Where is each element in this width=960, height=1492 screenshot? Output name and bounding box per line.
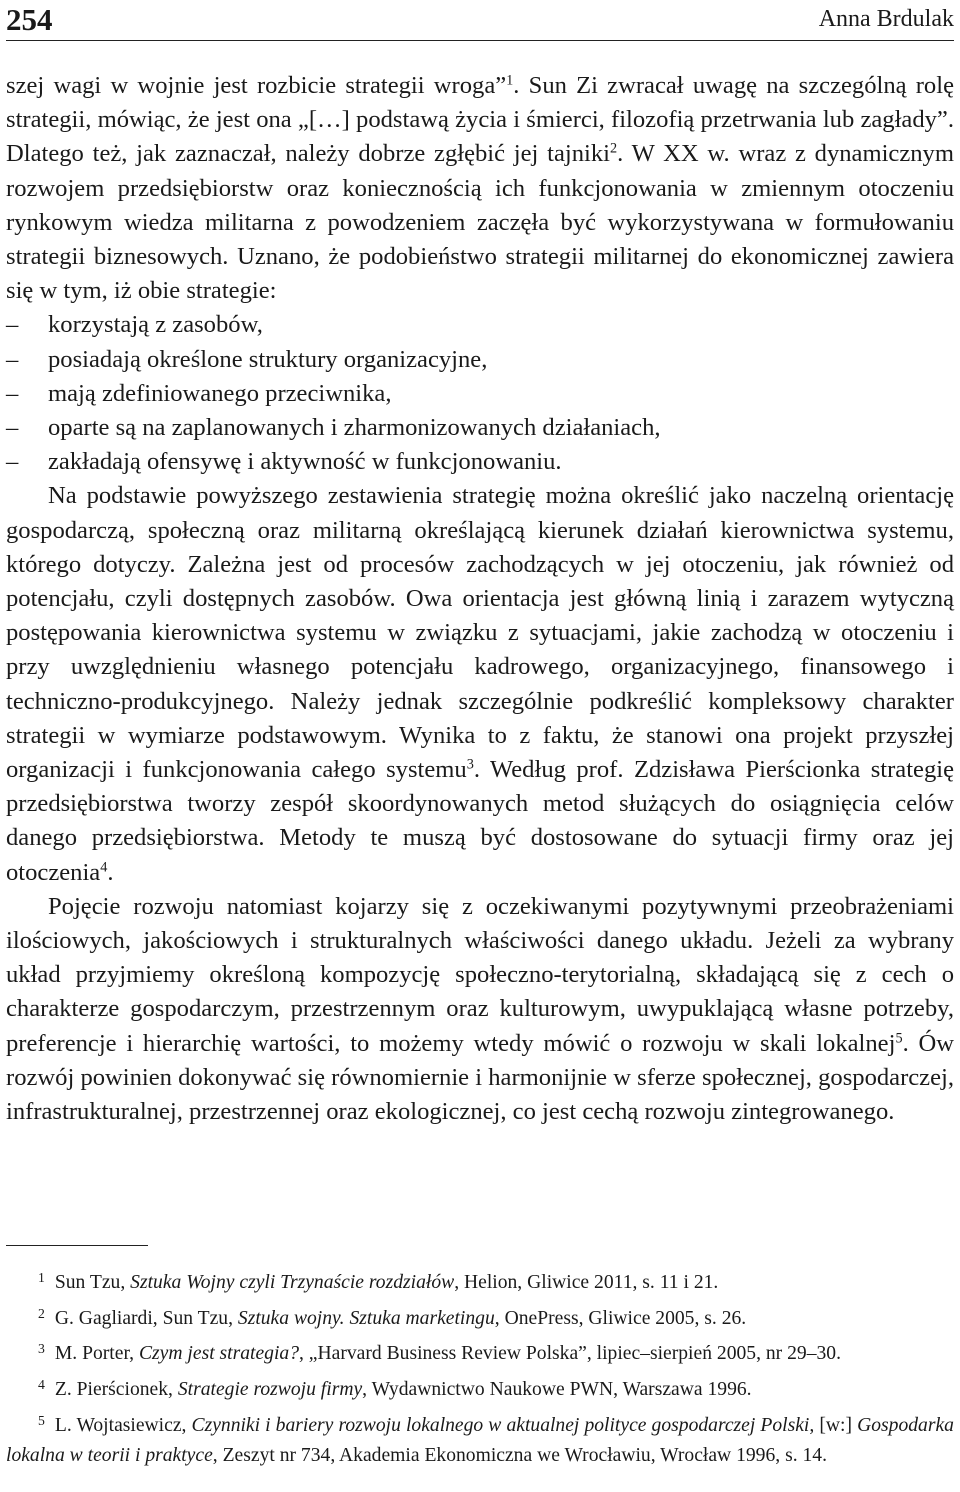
footnote-title: Gospodarka lokalna w teorii i praktyce (6, 1414, 954, 1467)
footnote-title: Czym jest strategia? (138, 1343, 299, 1365)
paragraph-2-text-c: . (107, 858, 114, 886)
paragraph-1-text-a: szej wagi w wojnie jest rozbicie strategii wroga” (6, 72, 507, 99)
footnote-number: 2 (38, 1305, 45, 1321)
footnote-title: Sztuka Wojny czyli Trzynaście rozdziałów (130, 1272, 455, 1294)
footnote-text: , Wydawnictwo Naukowe PWN, Warszawa 1996. (362, 1379, 752, 1401)
footnote-4 (6, 1370, 954, 1406)
dash-bullet: – (6, 414, 19, 442)
footnote-text: , Zeszyt nr 734, Akademia Ekonomiczna we Wrocławiu, Wrocław 1996, s. 14. (212, 1445, 827, 1467)
paragraph-3 (6, 890, 954, 1129)
list-item-text: mają zdefiniowanego przeciwnika, (48, 379, 392, 407)
footnote-2 (6, 1299, 954, 1335)
main-text (6, 69, 954, 1129)
paragraph-3-text-b: . Ów rozwój powinien dokonywać się równomiernie i harmonijnie w sferze społecznej, gospodarczej, infrastrukturalnej, przestrzennej oraz ekologicznej, co jest cechą rozwoju zintegrowanego. (6, 1029, 954, 1126)
footnote-5 (6, 1406, 954, 1472)
footnote-title: Strategie rozwoju firmy (177, 1379, 363, 1401)
footnote-number: 3 (38, 1341, 45, 1357)
footnotes (6, 1263, 954, 1472)
footnote-title: Sztuka wojny. Sztuka marketingu (237, 1307, 495, 1329)
footnote-text: Z. Pierścionek, (54, 1379, 178, 1401)
dash-bullet: – (6, 345, 19, 373)
running-head-author: Anna Brdulak (818, 6, 954, 32)
footnote-ref-4[interactable]: 4 (100, 859, 108, 876)
footnote-number: 4 (38, 1377, 45, 1393)
footnote-text: [w:] (814, 1414, 858, 1436)
paragraph-2-text-b: . Według prof. Zdzisława Pierścionka strategię przedsiębiorstwa tworzy zespół skoordynowanych metod służących do osiągnięcia celów danego przedsiębiorstwa. Metody te muszą być dostosowane do sytuacji firmy oraz jej otoczenia (6, 756, 955, 886)
footnote-text: Sun Tzu, (54, 1272, 131, 1294)
footnote-text: , „Harvard Business Review Polska”, lipiec–sierpień 2005, nr 29–30. (299, 1343, 841, 1365)
footnote-ref-5[interactable]: 5 (895, 1030, 903, 1047)
header-rule (6, 40, 954, 41)
list-item (6, 411, 954, 445)
strategy-features-list (6, 308, 954, 479)
paragraph-1 (6, 69, 954, 308)
footnote-separator (6, 1245, 148, 1246)
list-item (6, 343, 954, 377)
list-item-text: oparte są na zaplanowanych i zharmonizowanych działaniach, (48, 414, 661, 442)
footnote-text: L. Wojtasiewicz, (54, 1414, 192, 1436)
page-header (6, 0, 954, 40)
dash-bullet: – (6, 311, 19, 339)
list-item (6, 377, 954, 411)
paragraph-1-text-b: . Sun Zi zwracał uwagę na szczególną rolę strategii, mówiąc, że jest ona „[…] podstawą życia i śmierci, filozofią przetrwania lub zagłady”. Dlatego też, jak zaznaczał, należy dobrze zgłębić jej tajniki (6, 72, 954, 168)
footnote-ref-2[interactable]: 2 (609, 140, 618, 157)
footnote-text: M. Porter, (54, 1343, 139, 1365)
footnote-3 (6, 1334, 954, 1370)
paragraph-3-text-a: Pojęcie rozwoju natomiast kojarzy się z oczekiwanymi pozytywnymi przeobrażeniami ilościowych, jakościowych i strukturalnych właściwości danego układu. Jeżeli za wybrany układ przyjmiemy określoną kompozycję społeczno-terytorialną, składającą się z cech o charakterze gospodarczym, przestrzennym oraz kulturowym, uwypuklającą własne potrzeby, preferencje i hierarchię wartości, to możemy wtedy mówić o rozwoju w skali lokalnej (6, 892, 954, 1057)
paragraph-1-text-c: . W XX w. wraz z dynamicznym rozwojem przedsiębiorstw oraz koniecznością ich funkcjonowania w zmiennym otoczeniu rynkowym wiedza militarna z powodzeniem zaczęła być wykorzystywana w formułowaniu strategii biznesowych. Uznano, że podobieństwo strategii militarnej do ekonomicznej zawiera się w tym, iż obie strategie: (6, 140, 954, 305)
paragraph-2-text-a: Na podstawie powyższego zestawienia strategię można określić jako naczelną orientację gospodarczą, społeczną oraz militarną określającą kierunek działań kierownictwa systemu, którego dotyczy. Zależna jest od procesów zachodzących w jej otoczeniu, jak również od potencjału, czyli dostępnych zasobów. Owa orientacja jest główną linią i zarazem wytyczną postępowania kierownictwa systemu w związku z sytuacjami, jakie zachodzą w otoczeniu i przy uwzględnieniu własnego potencjału kadrowego, organizacyjnego, finansowego i techniczno-produkcyjnego. Należy jednak szczególnie podkreślić kompleksowy charakter strategii w wymiarze podstawowym. Wynika to z faktu, że stanowi ona projekt przyszłej organizacji i funkcjonowania całego systemu (6, 482, 954, 784)
dash-bullet: – (6, 448, 19, 476)
page-number: 254 (6, 2, 53, 37)
list-item-text: korzystają z zasobów, (48, 311, 263, 339)
paragraph-2 (6, 479, 954, 889)
list-item-text: posiadają określone struktury organizacyjne, (48, 345, 488, 373)
list-item (6, 445, 954, 479)
list-item (6, 308, 954, 342)
footnote-ref-3[interactable]: 3 (466, 756, 474, 773)
list-item-text: zakładają ofensywę i aktywność w funkcjonowaniu. (48, 448, 562, 476)
footnote-number: 1 (38, 1270, 45, 1285)
dash-bullet: – (6, 379, 19, 407)
footnote-1 (6, 1263, 954, 1299)
footnote-text: , OnePress, Gliwice 2005, s. 26. (494, 1307, 747, 1329)
footnote-title: Czynniki i bariery rozwoju lokalnego w aktualnej polityce gospodarczej Polski, (191, 1414, 815, 1436)
footnote-text: G. Gagliardi, Sun Tzu, (54, 1307, 238, 1329)
footnote-number: 5 (38, 1412, 45, 1428)
footnote-ref-1[interactable]: 1 (506, 72, 514, 89)
footnote-text: , Helion, Gliwice 2011, s. 11 i 21. (454, 1272, 719, 1294)
